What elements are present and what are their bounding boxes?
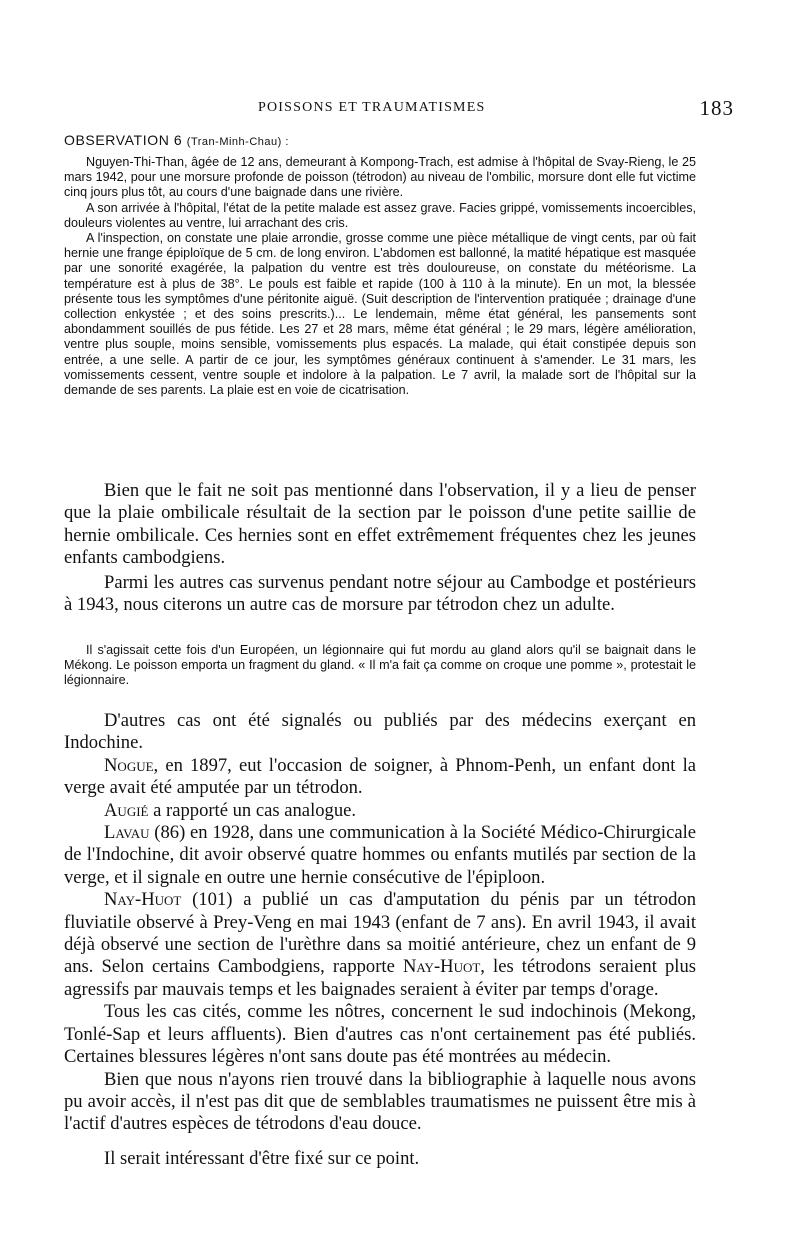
legionnaire-quote	[64, 643, 696, 689]
body-section-2	[64, 710, 696, 1170]
quote-paragraph: Il s'agissait cette fois d'un Européen, un légionnaire qui fut mordu au gland alors qu'il se baignait dans le Mékong. Le poisson emporta un fragment du gland. « Il m'a fait ça comme on croque une pomme », protestait le légionnaire.	[64, 643, 696, 688]
page-number: 183	[699, 96, 734, 120]
body-paragraph: Bien que nous n'ayons rien trouvé dans la bibliographie à laquelle nous avons pu avoir accès, il n'est pas dit que de semblables traumatismes ne puissent être mis à l'actif d'autres espèces de tétrodons d'eau douce.	[64, 1068, 696, 1135]
body-paragraph: Lavau (86) en 1928, dans une communication à la Société Médico-Chirurgicale de l'Indochine, dit avoir observé quatre hommes ou enfants mutilés par section de la verge, et il signale en outre une hernie consécutive de l'épiploon.	[64, 822, 696, 888]
author-nay-huot: Nay-Huot	[402, 956, 481, 978]
body-paragraph: Bien que le fait ne soit pas mentionné dans l'observation, il y a lieu de penser que la plaie ombilicale résultait de la section par le poisson d'une petite saillie de hernie ombilicale. Ces hernies sont en effet extrêmement fréquentes chez les jeunes enfants cambodgiens.	[64, 480, 696, 569]
body-paragraph: Parmi les autres cas survenus pendant notre séjour au Cambodge et postérieurs à 1943, nous citerons un autre cas de morsure par tétrodon chez un adulte.	[64, 571, 696, 616]
observation-label: OBSERVATION 6	[64, 132, 183, 148]
body-paragraph: D'autres cas ont été signalés ou publiés par des médecins exerçant en Indochine.	[64, 710, 696, 754]
author-nay-huot: Nay-Huot	[104, 889, 182, 911]
body-paragraph: Nogue, en 1897, eut l'occasion de soigner, à Phnom-Penh, un enfant dont la verge avait été amputée par un tétrodon.	[64, 754, 696, 799]
author-nogue: Nogue	[104, 754, 154, 776]
body-paragraph: Nay-Huot (101) a publié un cas d'amputation du pénis par un tétrodon fluviatile observé à Prey-Veng en mai 1943 (enfant de 7 ans). En avril 1943, il avait déjà observé une section de l'urèthre dans sa moitié antérieure, chez un enfant de 9 ans. Selon certains Cambodgiens, rapporte Nay-Huot, les tétrodons seraient plus agressifs par mauvais temps et les baignades seraient à éviter par temps d'orage.	[64, 889, 696, 1000]
running-title: POISSONS ET TRAUMATISMES	[258, 100, 486, 115]
author-lavau: Lavau	[104, 822, 150, 844]
observation-heading	[64, 132, 289, 148]
running-header	[0, 96, 800, 120]
body-paragraph: Tous les cas cités, comme les nôtres, concernent le sud indochinois (Mekong, Tonlé-Sap et leurs affluents). Bien d'autres cas n'ont certainement pas été publiés. Certaines blessures légères n'ont sans doute pas été montrées au médecin.	[64, 1001, 696, 1068]
observation-paragraph: A son arrivée à l'hôpital, l'état de la petite malade est assez grave. Facies grippé, vomissements incoercibles, douleurs violentes au ventre, lui arrachant des cris.	[64, 200, 696, 230]
body-section-1	[64, 480, 696, 616]
body-paragraph: Il serait intéressant d'être fixé sur ce point.	[104, 1147, 420, 1169]
observation-paragraph: Nguyen-Thi-Than, âgée de 12 ans, demeurant à Kompong-Trach, est admise à l'hôpital de Svay-Rieng, le 25 mars 1942, pour une morsure profonde de poisson (tétrodon) au niveau de l'ombilic, morsure dont elle fut victime cinq jours plus tôt, au cours d'une baignade dans une rivière.	[64, 155, 696, 200]
observation-author: (Tran-Minh-Chau) :	[186, 136, 289, 148]
author-augie: Augié	[104, 799, 149, 821]
observation-paragraph: A l'inspection, on constate une plaie arrondie, grosse comme une pièce métallique de vingt cents, par où fait hernie une frange épiploïque de 5 cm. de long environ. L'abdomen est ballonné, la matité hépatique est masquée par une sonorité exagérée, la palpation du ventre est très douloureuse, on constate du météorisme. La température est à plus de 38°. Le pouls est faible et rapide (100 à 110 à la minute). En un mot, la blessée présente tous les symptômes d'une péritonite aiguë. (Suit description de l'intervention pratiquée ; drainage d'une collection enkystée ; et des soins prescrits.)... Le lendemain, même état général, les pansements sont abondamment souillés de pus fétide. Les 27 et 28 mars, même état général ; le 29 mars, légère amélioration, ventre plus souple, moins sensible, vomissements plus espacés. La malade, qui était constipée depuis son entrée, a une selle. A partir de ce jour, les symptômes généraux continuent à s'amender. Le 31 mars, les vomissements cessent, ventre souple et indolore à la palpation. Le 7 avril, la malade sort de l'hôpital sur la demande de ses parents. La plaie est en voie de cicatrisation.	[64, 231, 696, 398]
observation-text	[64, 155, 696, 398]
body-paragraph: Augié a rapporté un cas analogue.	[104, 799, 357, 821]
